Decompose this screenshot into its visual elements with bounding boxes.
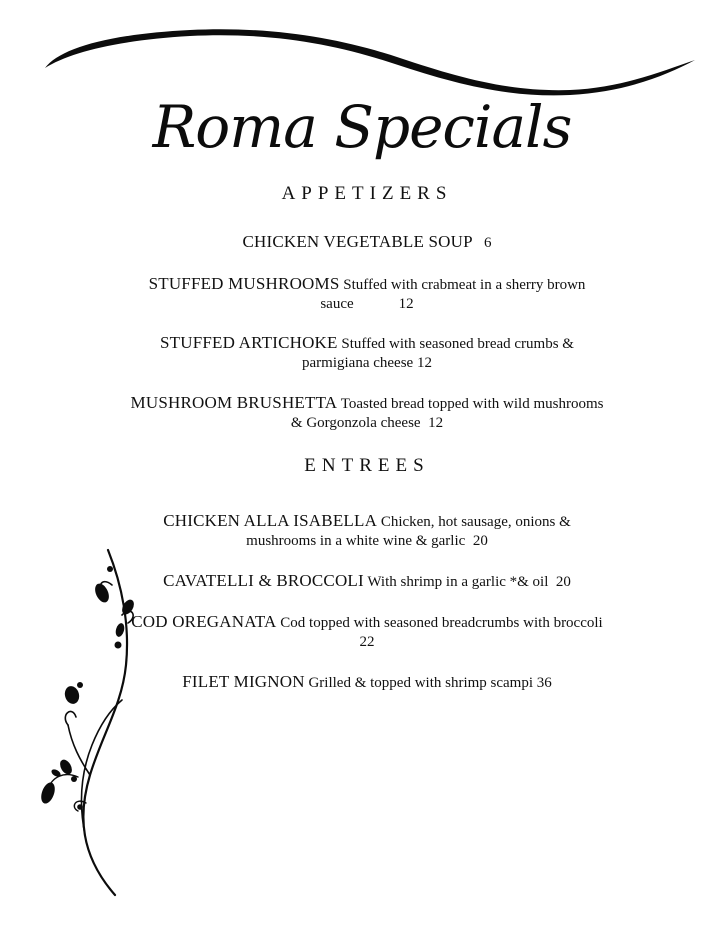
menu-item-filet-mignon (130, 672, 604, 693)
menu-item-stuffed-artichoke (130, 333, 604, 373)
menu-item-stuffed-mushrooms (130, 274, 604, 314)
floral-vine-icon (30, 545, 140, 900)
item-name: CHICKEN ALLA ISABELLA (163, 511, 378, 530)
item-description: Stuffed with crabmeat in a sherry brown sauce (320, 277, 586, 312)
item-name: COD OREGANATA (131, 612, 277, 631)
menu-item-cod-oreganata (130, 612, 604, 652)
item-description: Grilled & topped with shrimp scampi (308, 675, 534, 691)
section-heading-appetizers: APPETIZERS (281, 183, 453, 204)
item-price: 12 (416, 355, 432, 371)
item-price: 22 (359, 634, 375, 650)
item-name: CAVATELLI & BROCCOLI (163, 571, 364, 590)
section-heading-entrees: ENTREES (304, 455, 430, 476)
menu-item-mushroom-brushetta (130, 393, 604, 433)
item-description: Chicken, hot sausage, onions & mushrooms in a white wine & garlic (246, 514, 571, 549)
item-name: MUSHROOM BRUSHETTA (130, 393, 338, 412)
item-price: 20 (472, 533, 488, 549)
menu-item-cavatelli-broccoli (120, 571, 614, 592)
item-description: Toasted bread topped with wild mushrooms & Gorgonzola cheese (290, 396, 604, 431)
menu-item-chicken-alla-isabella (130, 511, 604, 551)
item-description: Stuffed with seasoned bread crumbs & parmigiana cheese (302, 336, 574, 371)
item-price: 20 (555, 574, 571, 590)
item-price: 12 (398, 296, 414, 312)
item-name: FILET MIGNON (182, 672, 305, 691)
item-price: 6 (484, 235, 492, 251)
item-price: 36 (536, 675, 552, 691)
item-description: Cod topped with seasoned breadcrumbs with broccoli (280, 615, 603, 631)
item-name: CHICKEN VEGETABLE SOUP (242, 232, 473, 251)
item-price: 12 (428, 415, 444, 431)
item-name: STUFFED ARTICHOKE (160, 333, 338, 352)
menu-title: Roma Specials (152, 93, 572, 161)
item-name: STUFFED MUSHROOMS (148, 274, 340, 293)
swoosh-flourish-icon (40, 20, 700, 100)
menu-item-chicken-vegetable-soup (130, 232, 604, 253)
item-description: With shrimp in a garlic *& oil (367, 574, 549, 590)
